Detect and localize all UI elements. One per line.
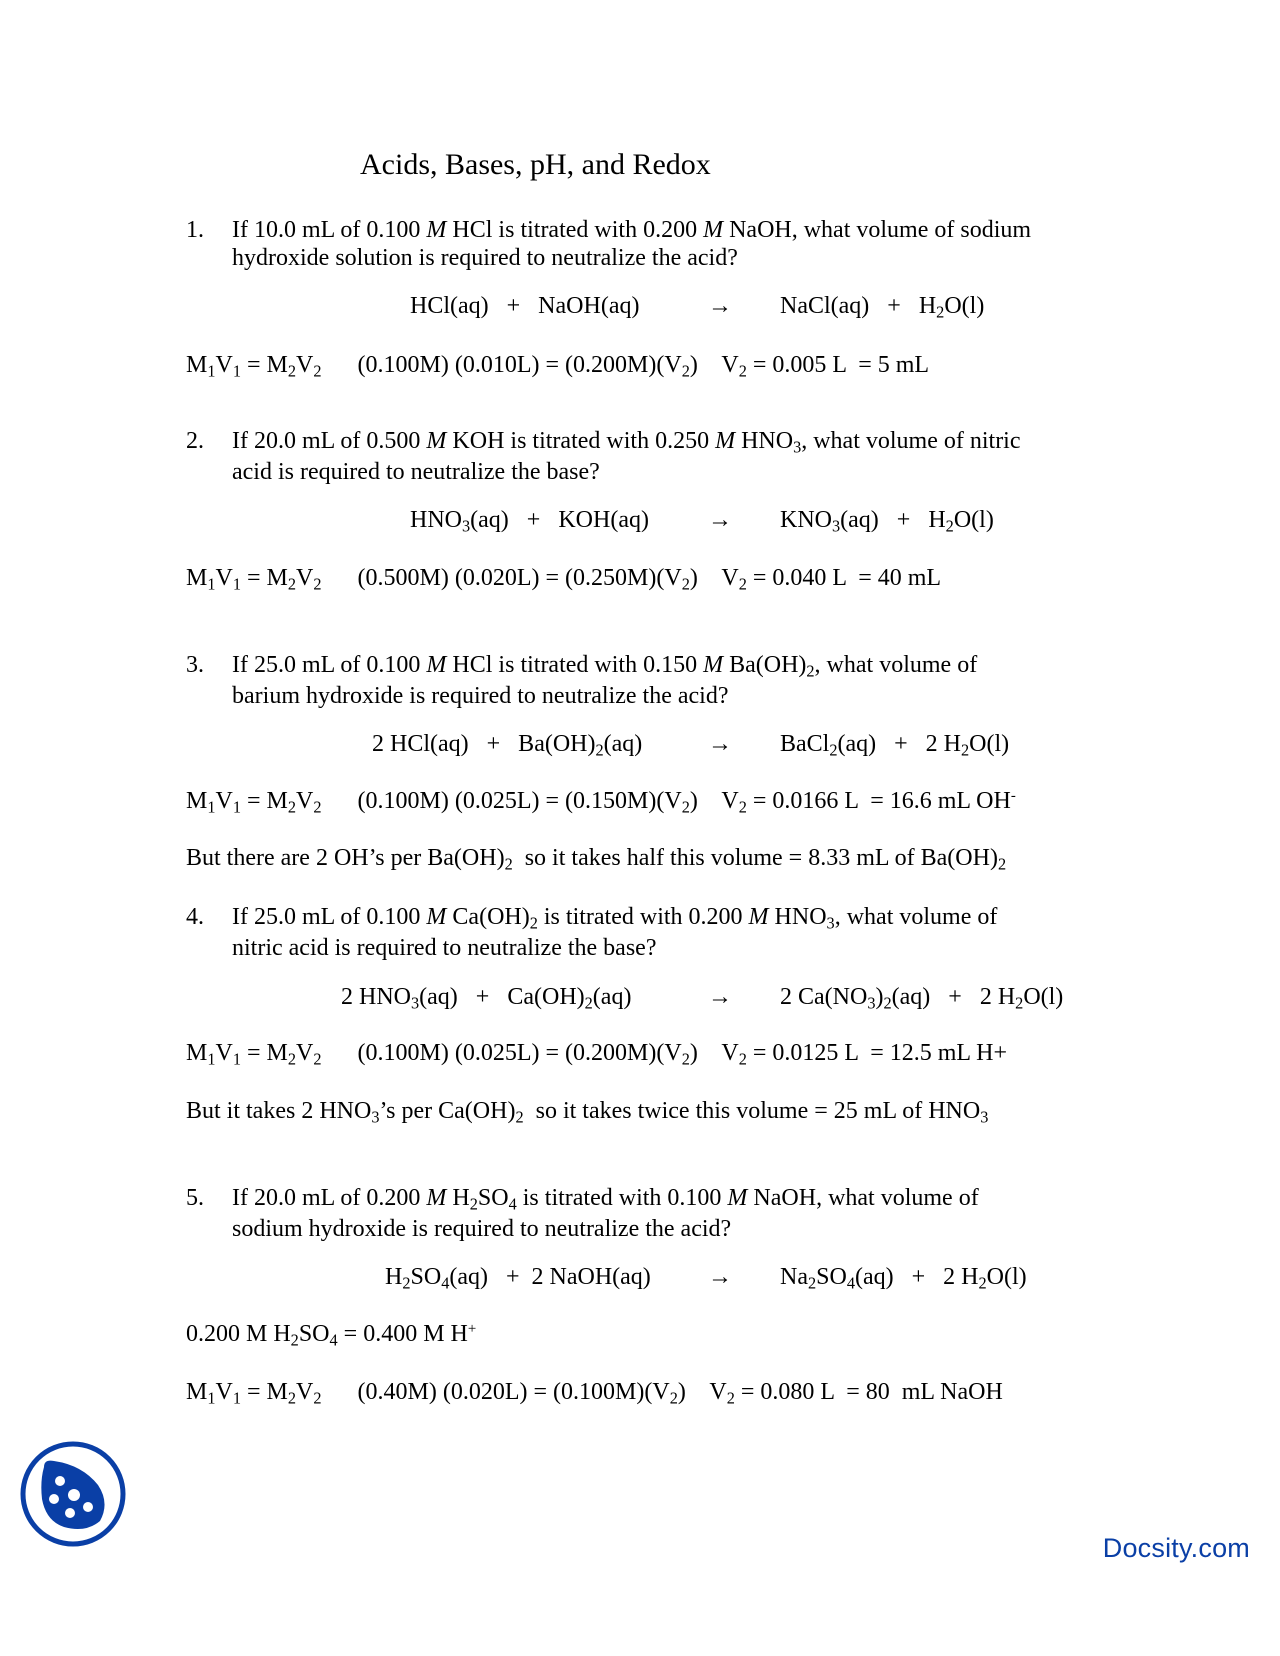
question-3-calculation: $M_1V_1 = M_2V_2$ (0.100M) $(0.025L) = (0.150M)(V_2)$ $V_2 = 0.0166$ L = 16.6 mL OH- (186, 787, 1016, 817)
question-5-equation-reactants: $H_2SO_4(aq) + 2$ NaOH(aq) (385, 1264, 651, 1293)
question-5-concentration: 0.200 M $H_2SO_4 = 0.400$ M H+ (186, 1320, 477, 1350)
question-3-note: But there are 2 OH’s per $Ba(OH)_2$ so it takes half this volume = 8.33 mL of $Ba(OH)_2$ (186, 845, 1007, 874)
question-5-calculation: $M_1V_1 = M_2V_2$ (0.40M) $(0.020L) = (0.100M)(V_2)$ $V_2 = 0.080$ L = 80 mL NaOH (186, 1379, 1003, 1408)
question-2-equation-arrow: → (708, 507, 732, 533)
question-3-line-2: barium hydroxide is required to neutralize the acid? (232, 683, 729, 709)
question-4-number: 4. (186, 904, 204, 930)
docsity-logo-icon[interactable] (20, 1441, 126, 1547)
docsity-brand-link[interactable]: Docsity.com (1102, 1533, 1250, 1563)
question-1-equation-products: NaCl(aq) + $H_2O(l)$ (780, 293, 985, 322)
question-4-calculation: $M_1V_1 = M_2V_2$ (0.100M) $(0.025L) = (0.200M)(V_2)$ $V_2 = 0.0125$ L = 12.5 mL H+ (186, 1040, 1008, 1069)
question-5-number: 5. (186, 1185, 204, 1211)
question-4-note: But it takes 2 $HNO_3’s$ per $Ca(OH)_2$ so it takes twice this volume = 25 mL of $HNO_3$ (186, 1098, 989, 1127)
question-2-equation-products: $KNO_3(aq) + H_2O(l)$ (780, 507, 994, 536)
question-2-equation-reactants: $HNO_3(aq) + KOH(aq)$ (410, 507, 649, 536)
question-3-number: 3. (186, 652, 204, 678)
question-3-equation-arrow: → (708, 731, 732, 757)
question-1-number: 1. (186, 217, 204, 243)
question-1-line-2: hydroxide solution is required to neutralize the acid? (232, 245, 738, 271)
question-3-equation-products: BaCl$_2$(aq) + 2 $H_2O(l)$ (780, 731, 1010, 760)
question-2-line-2: acid is required to neutralize the base? (232, 459, 600, 485)
question-1-calculation: $M_1V_1 = M_2V_2$ (0.100M) $(0.010L) = (0.200M)(V_2)$ $V_2 = 0.005$ L = 5 mL (186, 352, 930, 381)
question-2-number: 2. (186, 428, 204, 454)
question-3-line-1: If 25.0 mL of 0.100 M HCl is titrated with 0.150 M $Ba(OH)_2$, what volume of (232, 652, 978, 681)
question-1-equation-reactants: HCl(aq) + NaOH(aq) (410, 293, 640, 319)
question-1-line-1: If 10.0 mL of 0.100 M HCl is titrated with 0.200 M NaOH, what volume of sodium (232, 217, 1032, 243)
question-2-line-1: If 20.0 mL of 0.500 M KOH is titrated with 0.250 M $HNO_3$, what volume of nitric (232, 428, 1021, 457)
question-4-equation-arrow: → (708, 984, 732, 1010)
question-2-calculation: $M_1V_1 = M_2V_2$ (0.500M) $(0.020L) = (0.250M)(V_2)$ $V_2 = 0.040$ L = 40 mL (186, 565, 942, 594)
page-title: Acids, Bases, pH, and Redox (360, 148, 711, 181)
question-5-line-1: If 20.0 mL of 0.200 M $H_2SO_4$ is titrated with 0.100 M NaOH, what volume of (232, 1185, 979, 1214)
question-5-equation-arrow: → (708, 1264, 732, 1290)
question-4-line-2: nitric acid is required to neutralize the base? (232, 935, 657, 961)
question-4-equation-products: 2 $Ca(NO_3)_2(aq) + 2$ $H_2O(l)$ (780, 984, 1064, 1013)
question-5-line-2: sodium hydroxide is required to neutralize the acid? (232, 1216, 732, 1242)
question-4-line-1: If 25.0 mL of 0.100 M $Ca(OH)_2$ is titrated with 0.200 M $HNO_3$, what volume of (232, 904, 998, 933)
question-3-equation-reactants: 2 $HCl(aq) + Ba(OH)_2(aq)$ (372, 731, 643, 760)
question-5-equation-products: $Na_2SO_4(aq) + 2$ $H_2O(l)$ (780, 1264, 1027, 1293)
question-1-equation-arrow: → (708, 293, 732, 319)
question-4-equation-reactants: 2 $HNO_3(aq) + Ca(OH)_2(aq)$ (341, 984, 632, 1013)
